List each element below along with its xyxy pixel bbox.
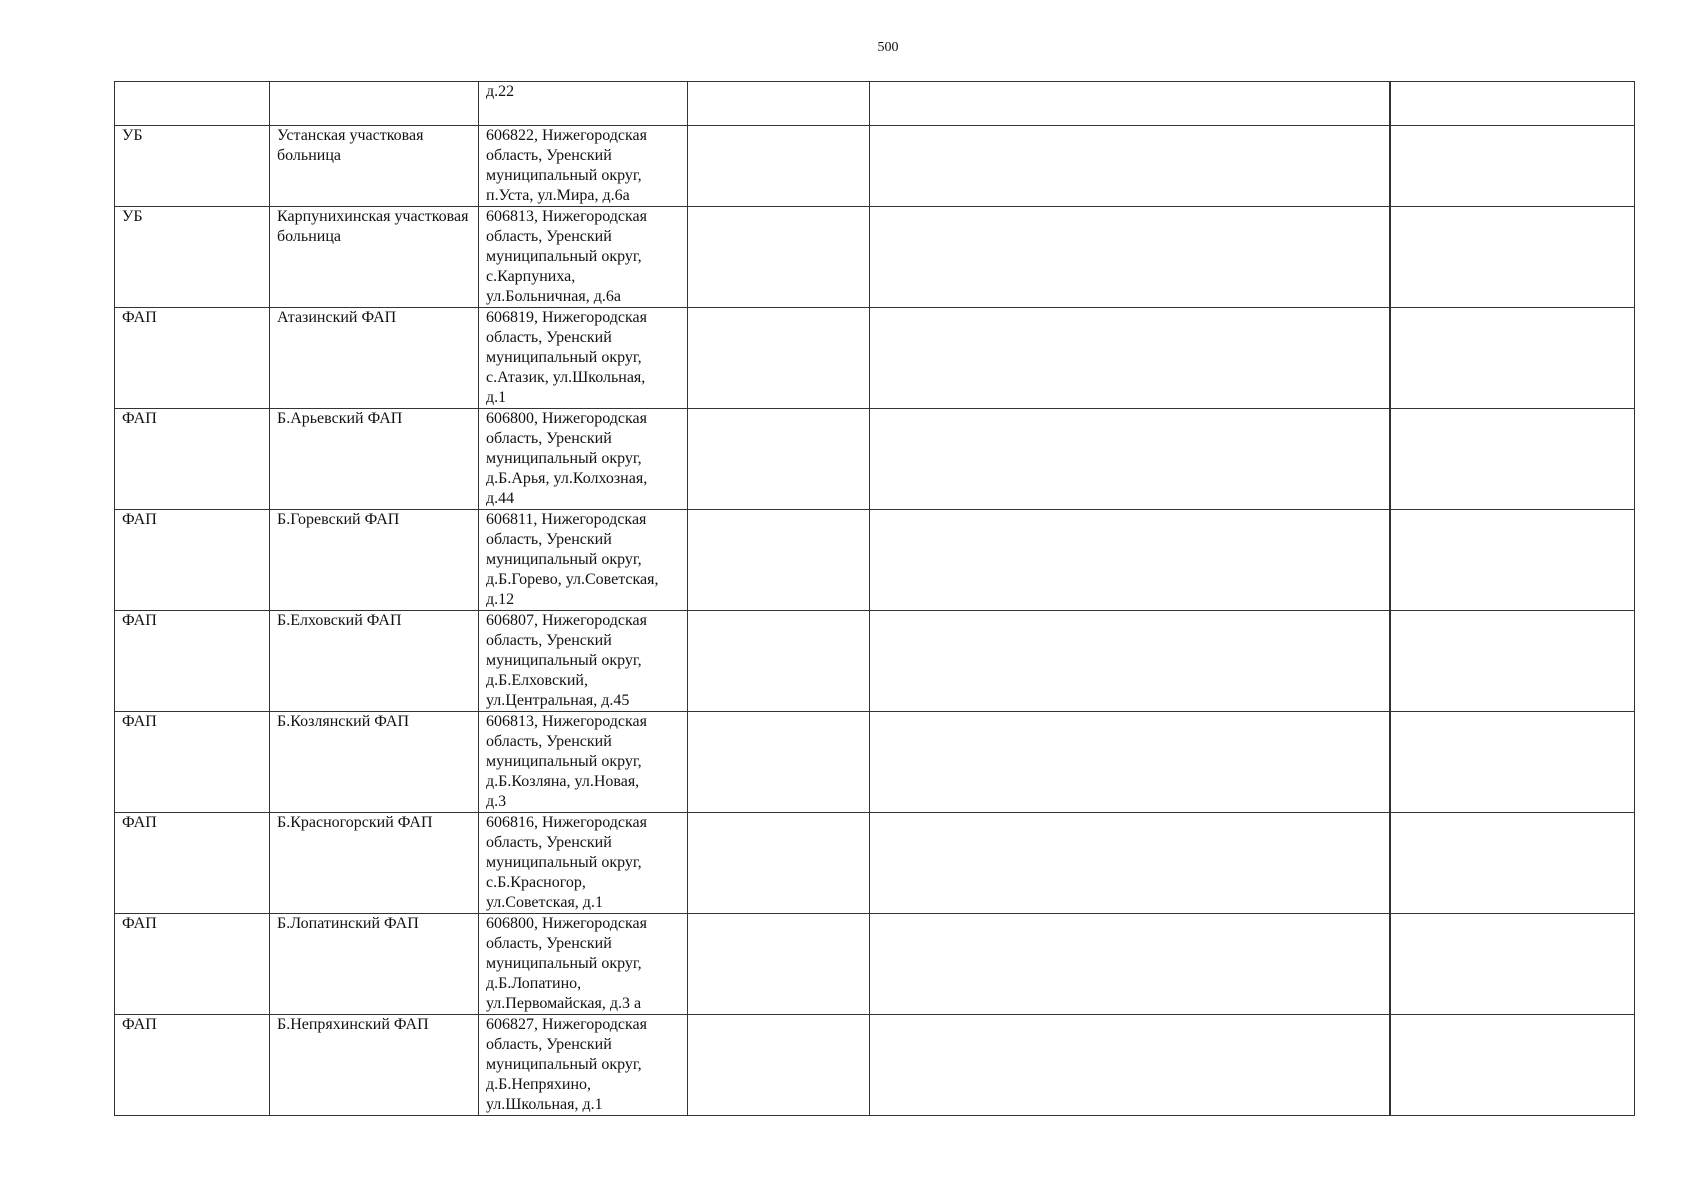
- empty-cell: [870, 712, 1390, 813]
- facility-type-cell: УБ: [115, 207, 270, 308]
- empty-cell: [870, 813, 1390, 914]
- empty-cell: [870, 409, 1390, 510]
- facility-type-cell: ФАП: [115, 914, 270, 1015]
- facility-name-cell: Устанская участковая больница: [270, 126, 479, 207]
- facility-address-cell: 606822, Нижегородская область, Уренский муниципальный округ, п.Уста, ул.Мира, д.6а: [479, 126, 688, 207]
- facility-type-cell: [115, 82, 270, 126]
- facility-name-cell: Б.Непряхинский ФАП: [270, 1015, 479, 1116]
- facilities-table: [114, 81, 1635, 1116]
- table-row: [115, 611, 1635, 712]
- empty-cell: [1390, 126, 1635, 207]
- empty-cell: [1390, 1015, 1635, 1116]
- facility-type-cell: ФАП: [115, 712, 270, 813]
- facility-address-cell: 606827, Нижегородская область, Уренский муниципальный округ, д.Б.Непряхино, ул.Школьная, д.1: [479, 1015, 688, 1116]
- empty-cell: [1390, 712, 1635, 813]
- empty-cell: [870, 126, 1390, 207]
- facility-address-cell: д.22: [479, 82, 688, 126]
- facility-name-cell: [270, 82, 479, 126]
- empty-cell: [870, 914, 1390, 1015]
- empty-cell: [688, 712, 870, 813]
- facility-name-cell: Карпунихинская участковая больница: [270, 207, 479, 308]
- empty-cell: [1390, 207, 1635, 308]
- empty-cell: [870, 1015, 1390, 1116]
- facility-name-cell: Атазинский ФАП: [270, 308, 479, 409]
- table-row: [115, 712, 1635, 813]
- empty-cell: [870, 308, 1390, 409]
- table-row: [115, 308, 1635, 409]
- empty-cell: [870, 207, 1390, 308]
- empty-cell: [1390, 308, 1635, 409]
- empty-cell: [1390, 510, 1635, 611]
- facility-name-cell: Б.Красногорский ФАП: [270, 813, 479, 914]
- table-row: [115, 914, 1635, 1015]
- facility-address-cell: 606813, Нижегородская область, Уренский муниципальный округ, с.Карпуниха, ул.Больничная, д.6а: [479, 207, 688, 308]
- empty-cell: [688, 1015, 870, 1116]
- empty-cell: [1390, 409, 1635, 510]
- facility-name-cell: Б.Лопатинский ФАП: [270, 914, 479, 1015]
- table-row: [115, 409, 1635, 510]
- facility-type-cell: УБ: [115, 126, 270, 207]
- empty-cell: [870, 611, 1390, 712]
- facility-address-cell: 606813, Нижегородская область, Уренский муниципальный округ, д.Б.Козляна, ул.Новая, д.3: [479, 712, 688, 813]
- table-row: [115, 126, 1635, 207]
- empty-cell: [688, 914, 870, 1015]
- empty-cell: [1390, 813, 1635, 914]
- empty-cell: [688, 308, 870, 409]
- facility-address-cell: 606807, Нижегородская область, Уренский муниципальный округ, д.Б.Елховский, ул.Центральная, д.45: [479, 611, 688, 712]
- facility-name-cell: Б.Козлянский ФАП: [270, 712, 479, 813]
- facility-type-cell: ФАП: [115, 308, 270, 409]
- facility-name-cell: Б.Елховский ФАП: [270, 611, 479, 712]
- empty-cell: [688, 207, 870, 308]
- empty-cell: [688, 82, 870, 126]
- facility-name-cell: Б.Арьевский ФАП: [270, 409, 479, 510]
- facility-address-cell: 606819, Нижегородская область, Уренский муниципальный округ, с.Атазик, ул.Школьная, д.1: [479, 308, 688, 409]
- table-row: [115, 510, 1635, 611]
- table-row: [115, 82, 1635, 126]
- facility-address-cell: 606800, Нижегородская область, Уренский муниципальный округ, д.Б.Лопатино, ул.Первомайская, д.3 а: [479, 914, 688, 1015]
- empty-cell: [688, 611, 870, 712]
- facility-type-cell: ФАП: [115, 510, 270, 611]
- empty-cell: [870, 82, 1390, 126]
- empty-cell: [688, 510, 870, 611]
- table-row: [115, 207, 1635, 308]
- facility-address-cell: 606811, Нижегородская область, Уренский муниципальный округ, д.Б.Горево, ул.Советская, д.12: [479, 510, 688, 611]
- empty-cell: [688, 813, 870, 914]
- facility-address-cell: 606800, Нижегородская область, Уренский муниципальный округ, д.Б.Арья, ул.Колхозная, д.44: [479, 409, 688, 510]
- page-number: 500: [877, 40, 899, 55]
- empty-cell: [1390, 611, 1635, 712]
- facility-address-cell: 606816, Нижегородская область, Уренский муниципальный округ, с.Б.Красногор, ул.Советская, д.1: [479, 813, 688, 914]
- empty-cell: [1390, 82, 1635, 126]
- facility-type-cell: ФАП: [115, 611, 270, 712]
- empty-cell: [1390, 914, 1635, 1015]
- facility-name-cell: Б.Горевский ФАП: [270, 510, 479, 611]
- empty-cell: [688, 126, 870, 207]
- table-row: [115, 1015, 1635, 1116]
- empty-cell: [688, 409, 870, 510]
- facility-type-cell: ФАП: [115, 1015, 270, 1116]
- facility-type-cell: ФАП: [115, 813, 270, 914]
- empty-cell: [870, 510, 1390, 611]
- facility-type-cell: ФАП: [115, 409, 270, 510]
- table-row: [115, 813, 1635, 914]
